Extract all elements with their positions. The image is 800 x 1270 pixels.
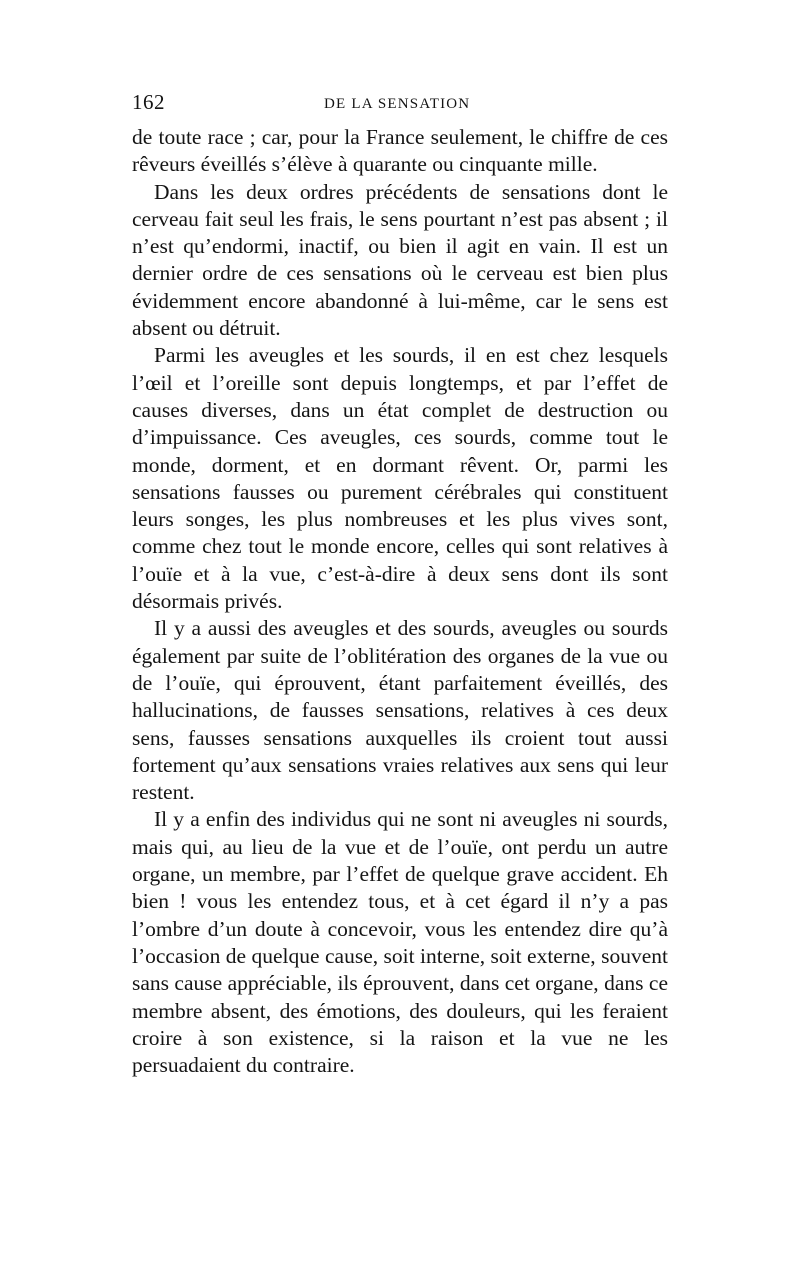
paragraph-lost-limb: Il y a enfin des individus qui ne sont ni aveugles ni sourds, mais qui, au lieu de la vue et de l’ouïe, ont perdu un autre organe, un membre, par l’effet de quelque grave accident. Eh bien ! vous les entendez tous, et à cet égard il n’y a pas l’ombre d’un doute à concevoir, vous les entendez dire qu’à l’occasion de quelque cause, soit interne, soit externe, souvent sans cause appréciable, ils éprouvent, dans cet organe, dans ce membre absent, des émotions, des douleurs, qui les feraient croire à son existence, si la raison et la vue ne les persuadaient du contraire. xyxy=(132,807,668,1078)
paragraph-hallucinations: Il y a aussi des aveugles et des sourds, aveugles ou sourds également par suite de l’oblitération des organes de la vue ou de l’ouïe, qui éprouvent, étant parfaitement éveillés, des hallucinations, de fausses sensations, relatives à ces deux sens, fausses sensations auxquelles ils croient tout aussi fortement qu’aux sensations vraies relatives aux sens qui leur restent. xyxy=(132,616,668,805)
running-head: DE LA SENSATION xyxy=(324,96,471,112)
paragraph-continuation: de toute race ; car, pour la France seulement, le chiffre de ces rêveurs éveillés s’élève à quarante ou cinquante mille. xyxy=(132,125,668,177)
page-number: 162 xyxy=(132,90,165,114)
paragraph-brain-alone: Dans les deux ordres précédents de sensations dont le cerveau fait seul les frais, le sens pourtant n’est pas absent ; il n’est qu’endormi, inactif, ou bien il agit en vain. Il est un dernier ordre de ces sensations où le cerveau est bien plus évidemment encore abandonné à lui-même, car le sens est absent ou détruit. xyxy=(132,179,668,341)
paragraph-blind-deaf-dreams: Parmi les aveugles et les sourds, il en est chez lesquels l’œil et l’oreille sont depuis longtemps, et par l’effet de causes diverses, dans un état complet de destruction ou d’impuissance. Ces aveugles, ces sourds, comme tout le monde, dorment, et en dormant rêvent. Or, parmi les sensations fausses ou purement cérébrales qui constituent leurs songes, les plus nombreuses et les plus vives sont, comme chez tout le monde encore, celles qui sont relatives à l’ouïe et à la vue, c’est-à-dire à deux sens dont ils sont désormais privés. xyxy=(132,343,668,614)
body-text xyxy=(132,124,668,1079)
page-header xyxy=(132,90,652,120)
